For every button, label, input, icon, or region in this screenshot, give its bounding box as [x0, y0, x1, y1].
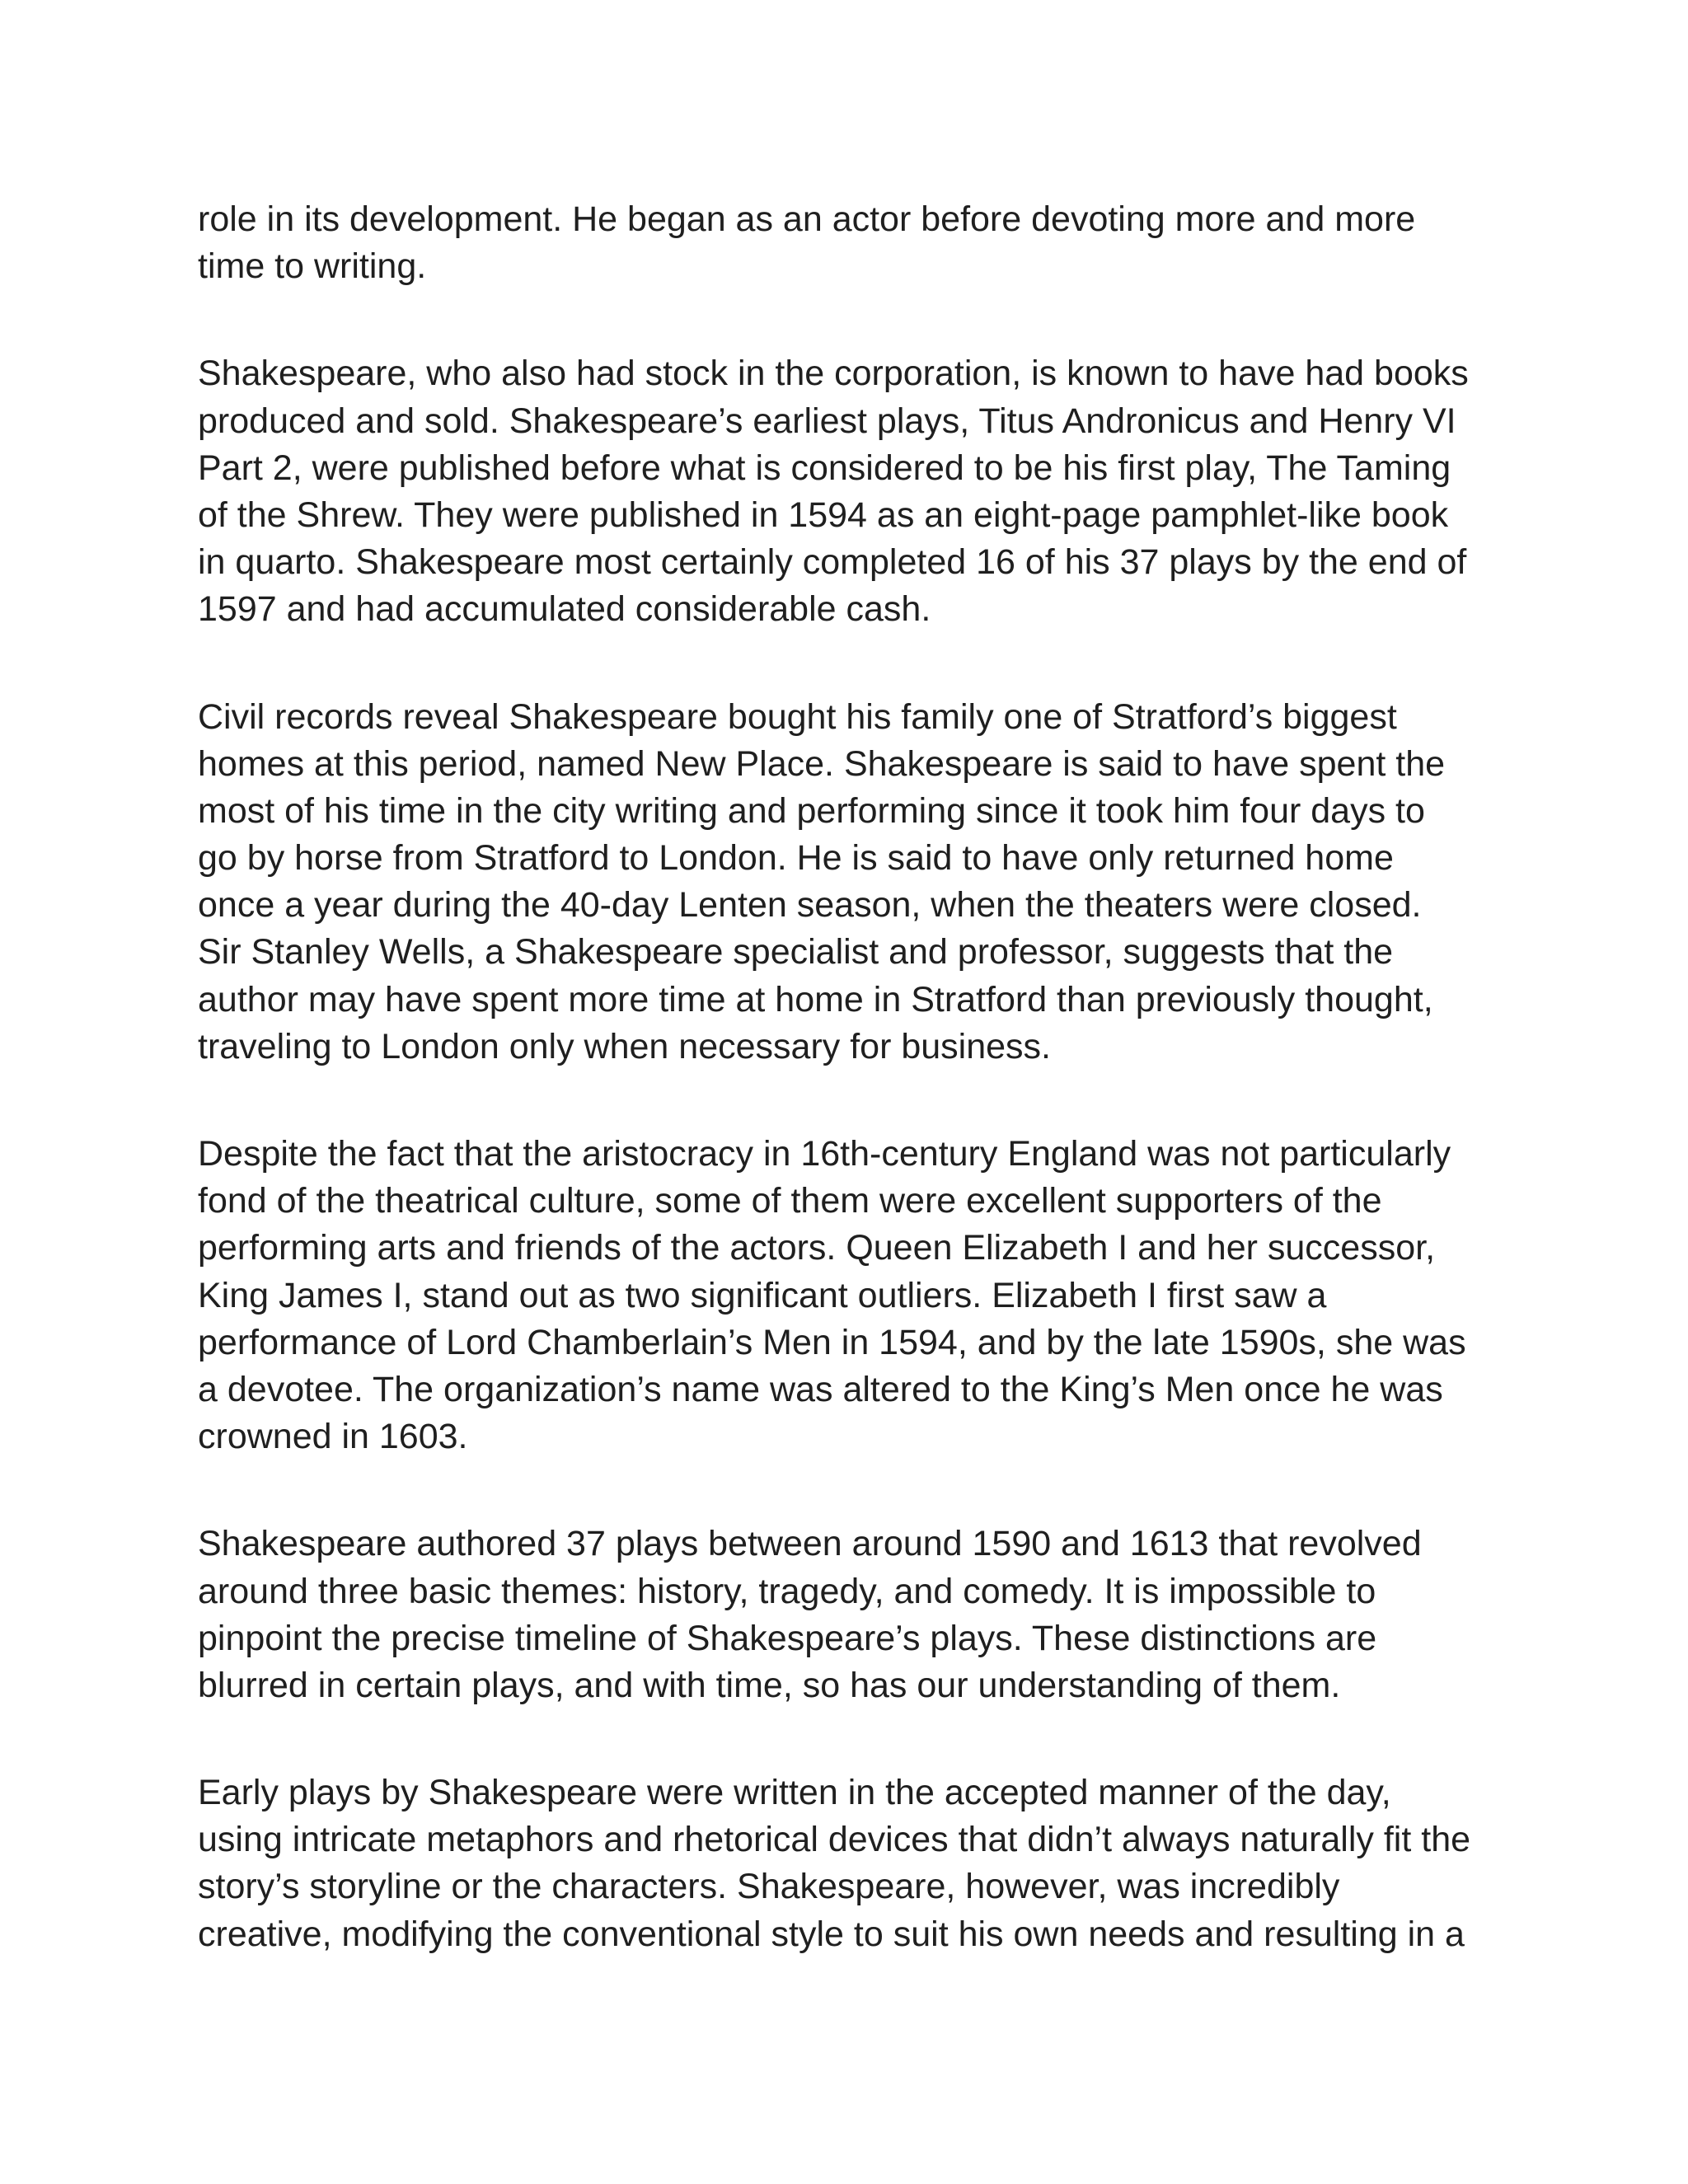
text-line: around three basic themes: history, tragedy, and comedy. It is impossible to [198, 1571, 1376, 1611]
paragraph [198, 1131, 1517, 1460]
text-line: produced and sold. Shakespeare’s earliest plays, Titus Andronicus and Henry VI [198, 401, 1456, 441]
paragraph [198, 1521, 1517, 1709]
text-line: story’s storyline or the characters. Shakespeare, however, was incredibly [198, 1867, 1340, 1907]
text-line: King James I, stand out as two significant outliers. Elizabeth I first saw a [198, 1275, 1327, 1315]
text-line: once a year during the 40-day Lenten season, when the theaters were closed. [198, 885, 1422, 926]
text-line: Sir Stanley Wells, a Shakespeare specialist and professor, suggests that the [198, 932, 1394, 972]
text-line: performance of Lord Chamberlain’s Men in 1594, and by the late 1590s, she was [198, 1322, 1466, 1362]
text-line: pinpoint the precise timeline of Shakespeare’s plays. These distinctions are [198, 1618, 1377, 1658]
document-body [198, 196, 1517, 2018]
text-line: fond of the theatrical culture, some of them were excellent supporters of the [198, 1181, 1382, 1221]
text-line: time to writing. [198, 246, 427, 287]
text-line: a devotee. The organization’s name was altered to the King’s Men once he was [198, 1369, 1443, 1409]
text-line: Despite the fact that the aristocracy in 16th-century England was not particularly [198, 1134, 1451, 1174]
text-line: homes at this period, named New Place. Shakespeare is said to have spent the [198, 743, 1446, 784]
text-line: Civil records reveal Shakespeare bought his family one of Stratford’s biggest [198, 696, 1397, 737]
paragraph [198, 694, 1517, 1071]
text-line: 1597 and had accumulated considerable cash. [198, 589, 931, 630]
text-line: Part 2, were published before what is considered to be his first play, The Taming [198, 448, 1451, 488]
text-line: Shakespeare, who also had stock in the corporation, is known to have had books [198, 354, 1469, 394]
text-line: performing arts and friends of the actors. Queen Elizabeth I and her successor, [198, 1228, 1436, 1268]
text-line: go by horse from Stratford to London. He is said to have only returned home [198, 838, 1394, 879]
text-line: crowned in 1603. [198, 1417, 468, 1457]
paragraph [198, 196, 1517, 290]
text-line: Early plays by Shakespeare were written in the accepted manner of the day, [198, 1773, 1391, 1813]
text-line: blurred in certain plays, and with time, so has our understanding of them. [198, 1665, 1341, 1705]
text-line: author may have spent more time at home in Stratford than previously thought, [198, 979, 1433, 1019]
text-line: of the Shrew. They were published in 1594 as an eight-page pamphlet-like book [198, 494, 1449, 535]
text-line: most of his time in the city writing and performing since it took him four days to [198, 790, 1425, 831]
paragraph [198, 350, 1517, 633]
text-line: in quarto. Shakespeare most certainly completed 16 of his 37 plays by the end of [198, 542, 1467, 583]
text-line: creative, modifying the conventional style to suit his own needs and resulting in a [198, 1914, 1465, 1954]
text-line: Shakespeare authored 37 plays between around 1590 and 1613 that revolved [198, 1524, 1422, 1564]
text-line: using intricate metaphors and rhetorical devices that didn’t always naturally fit the [198, 1820, 1471, 1860]
paragraph [198, 1769, 1517, 1958]
text-line: traveling to London only when necessary for business. [198, 1026, 1052, 1066]
text-line: role in its development. He began as an actor before devoting more and more [198, 199, 1416, 239]
